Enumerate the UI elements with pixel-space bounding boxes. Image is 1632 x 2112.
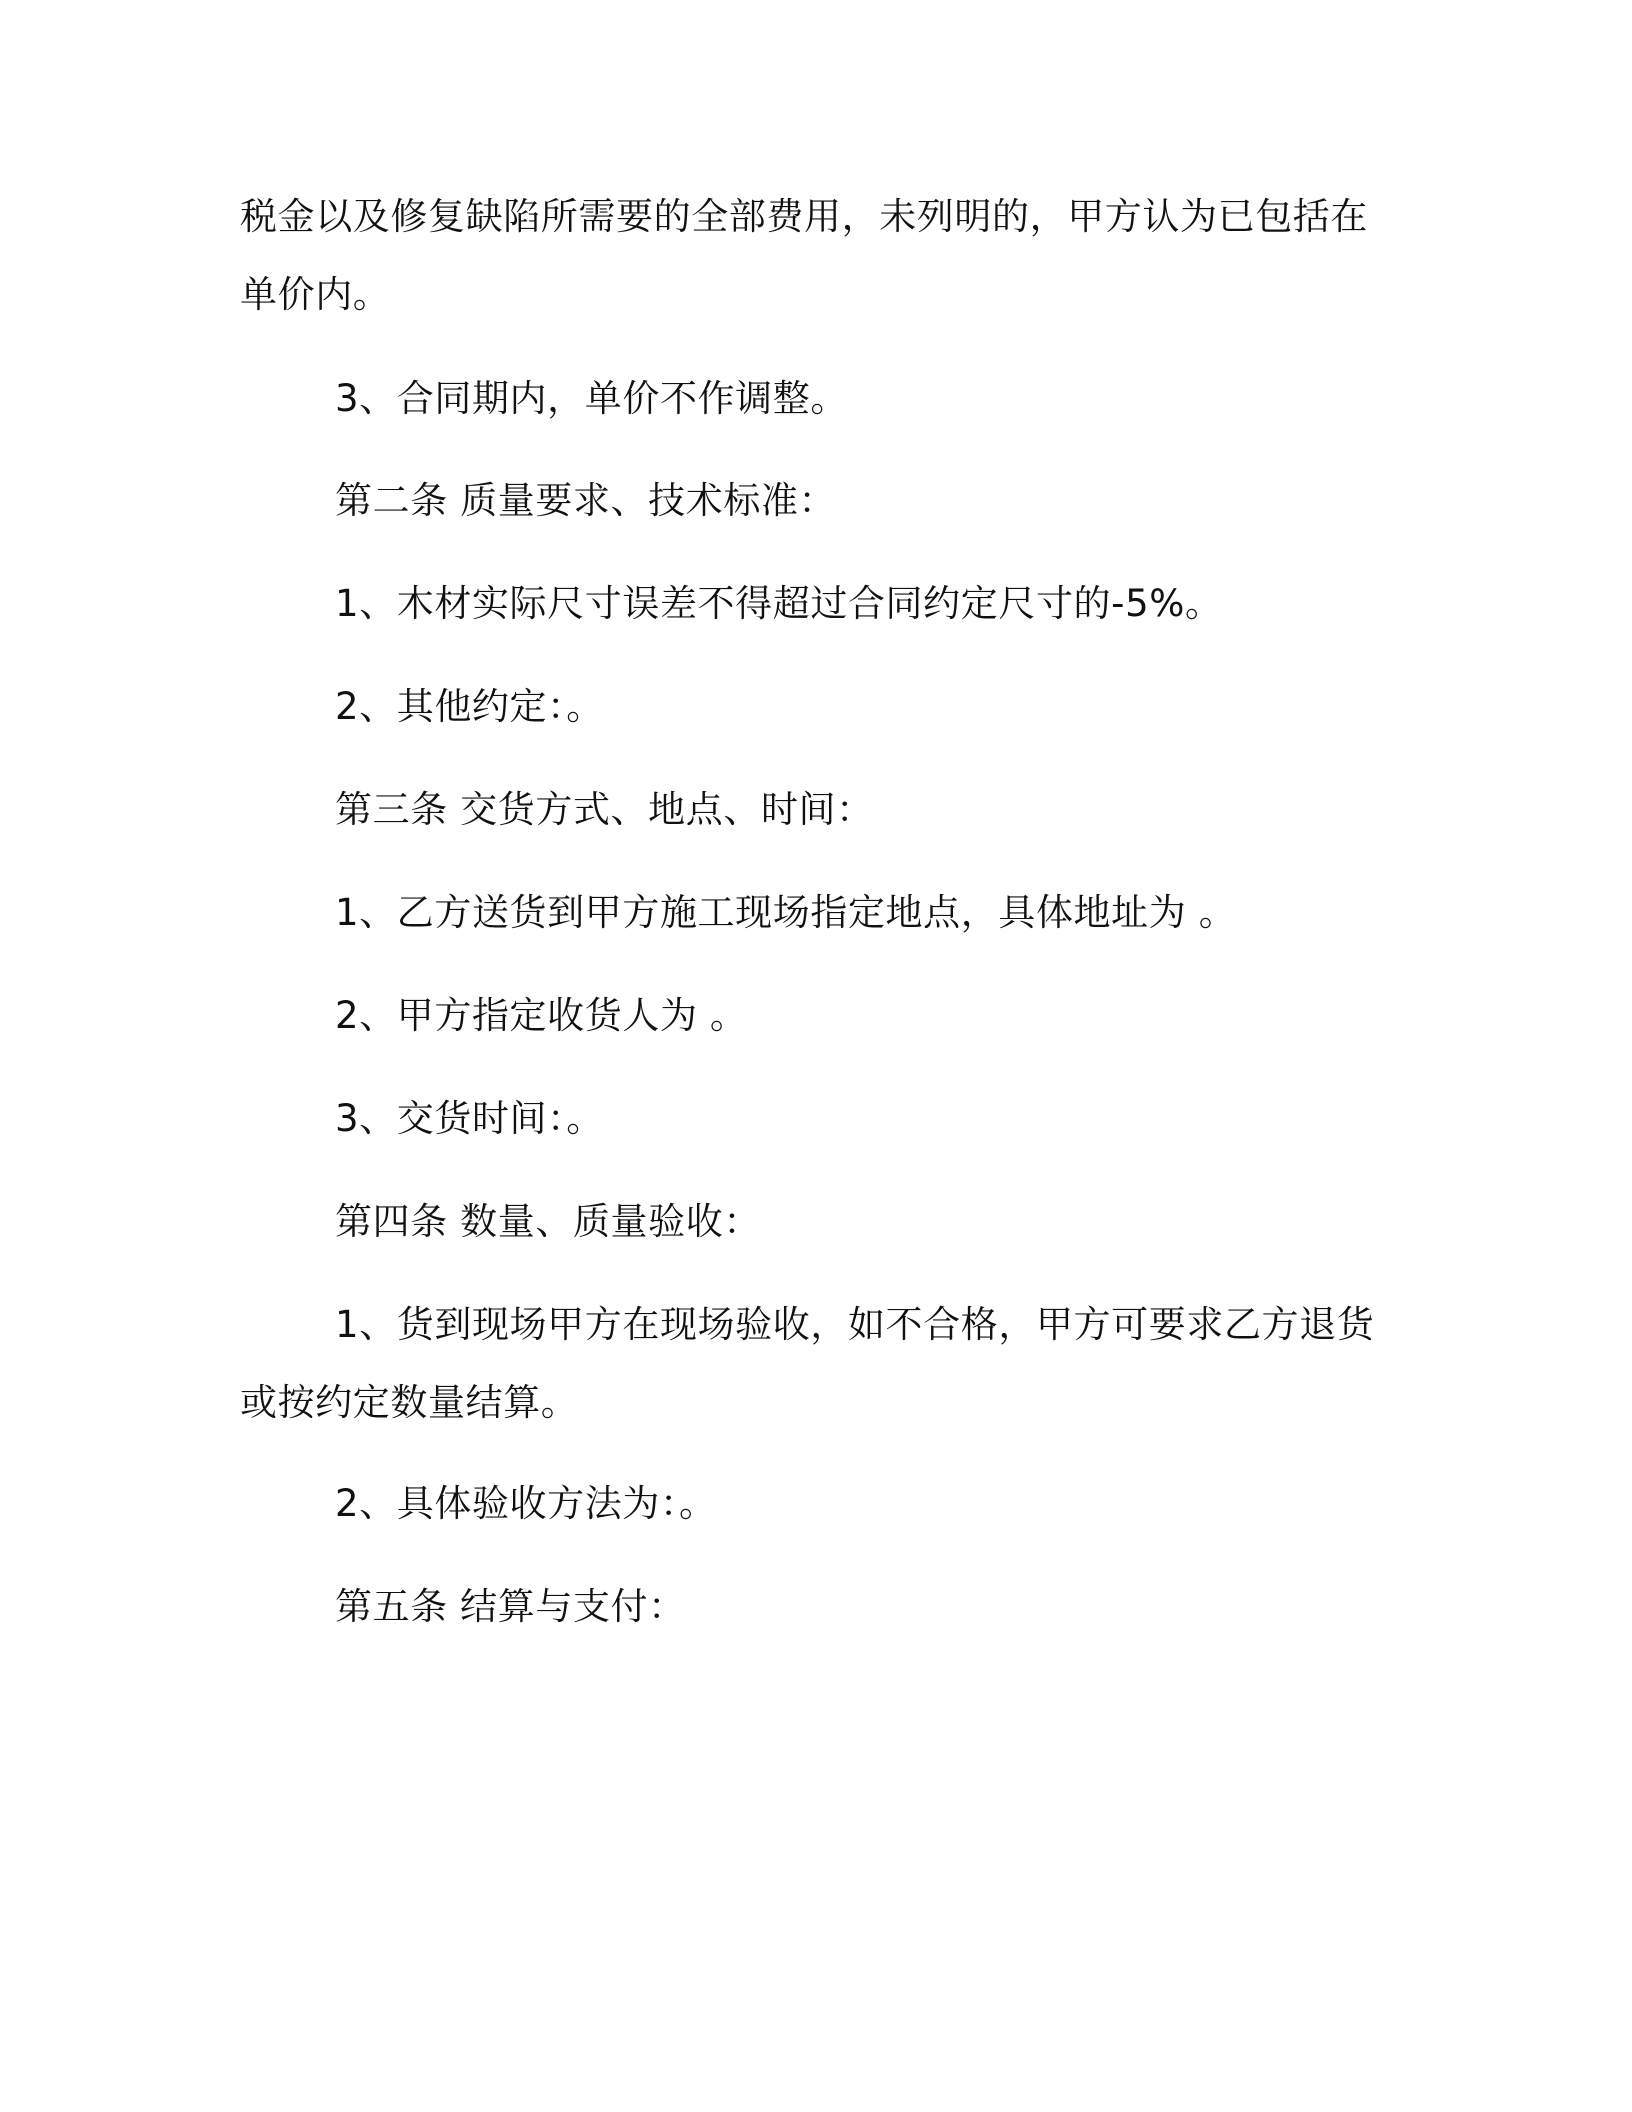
article-3-heading: [240, 771, 1380, 849]
text-line: 3、交货时间：。: [335, 1097, 604, 1140]
text-line: 1、木材实际尺寸误差不得超过合同约定尺寸的-5%。: [335, 582, 1223, 625]
clause-onsite-inspection: [240, 1286, 1380, 1442]
clause-price-fixed: [240, 360, 1380, 438]
text-line: 或按约定数量结算。: [240, 1381, 579, 1424]
text-line: 第四条 数量、质量验收：: [335, 1200, 761, 1243]
clause-inspection-method: [240, 1465, 1380, 1543]
article-5-heading: [240, 1568, 1380, 1646]
text-line: 3、合同期内，单价不作调整。: [335, 377, 848, 420]
text-line: 单价内。: [240, 273, 391, 316]
paragraph-tax-costs: [240, 178, 1380, 334]
clause-delivery-time: [240, 1080, 1380, 1158]
text-line: 第五条 结算与支付：: [335, 1585, 686, 1628]
clause-delivery-address: [240, 874, 1380, 952]
clause-receiver: [240, 977, 1380, 1055]
text-line: 1、乙方送货到甲方施工现场指定地点，具体地址为 。: [335, 891, 1237, 934]
text-line: 2、甲方指定收货人为 。: [335, 994, 748, 1037]
clause-other-terms: [240, 668, 1380, 746]
article-4-heading: [240, 1183, 1380, 1261]
article-2-heading: [240, 462, 1380, 540]
text-line: 2、其他约定：。: [335, 685, 604, 728]
text-line: 第三条 交货方式、地点、时间：: [335, 788, 874, 831]
text-line: 1、货到现场甲方在现场验收，如不合格，甲方可要求乙方退货: [335, 1303, 1375, 1346]
text-line: 2、具体验收方法为：。: [335, 1482, 717, 1525]
text-line: 税金以及修复缺陷所需要的全部费用，未列明的，甲方认为已包括在: [240, 195, 1368, 238]
text-line: 第二条 质量要求、技术标准：: [335, 479, 837, 522]
clause-size-tolerance: [240, 565, 1380, 643]
